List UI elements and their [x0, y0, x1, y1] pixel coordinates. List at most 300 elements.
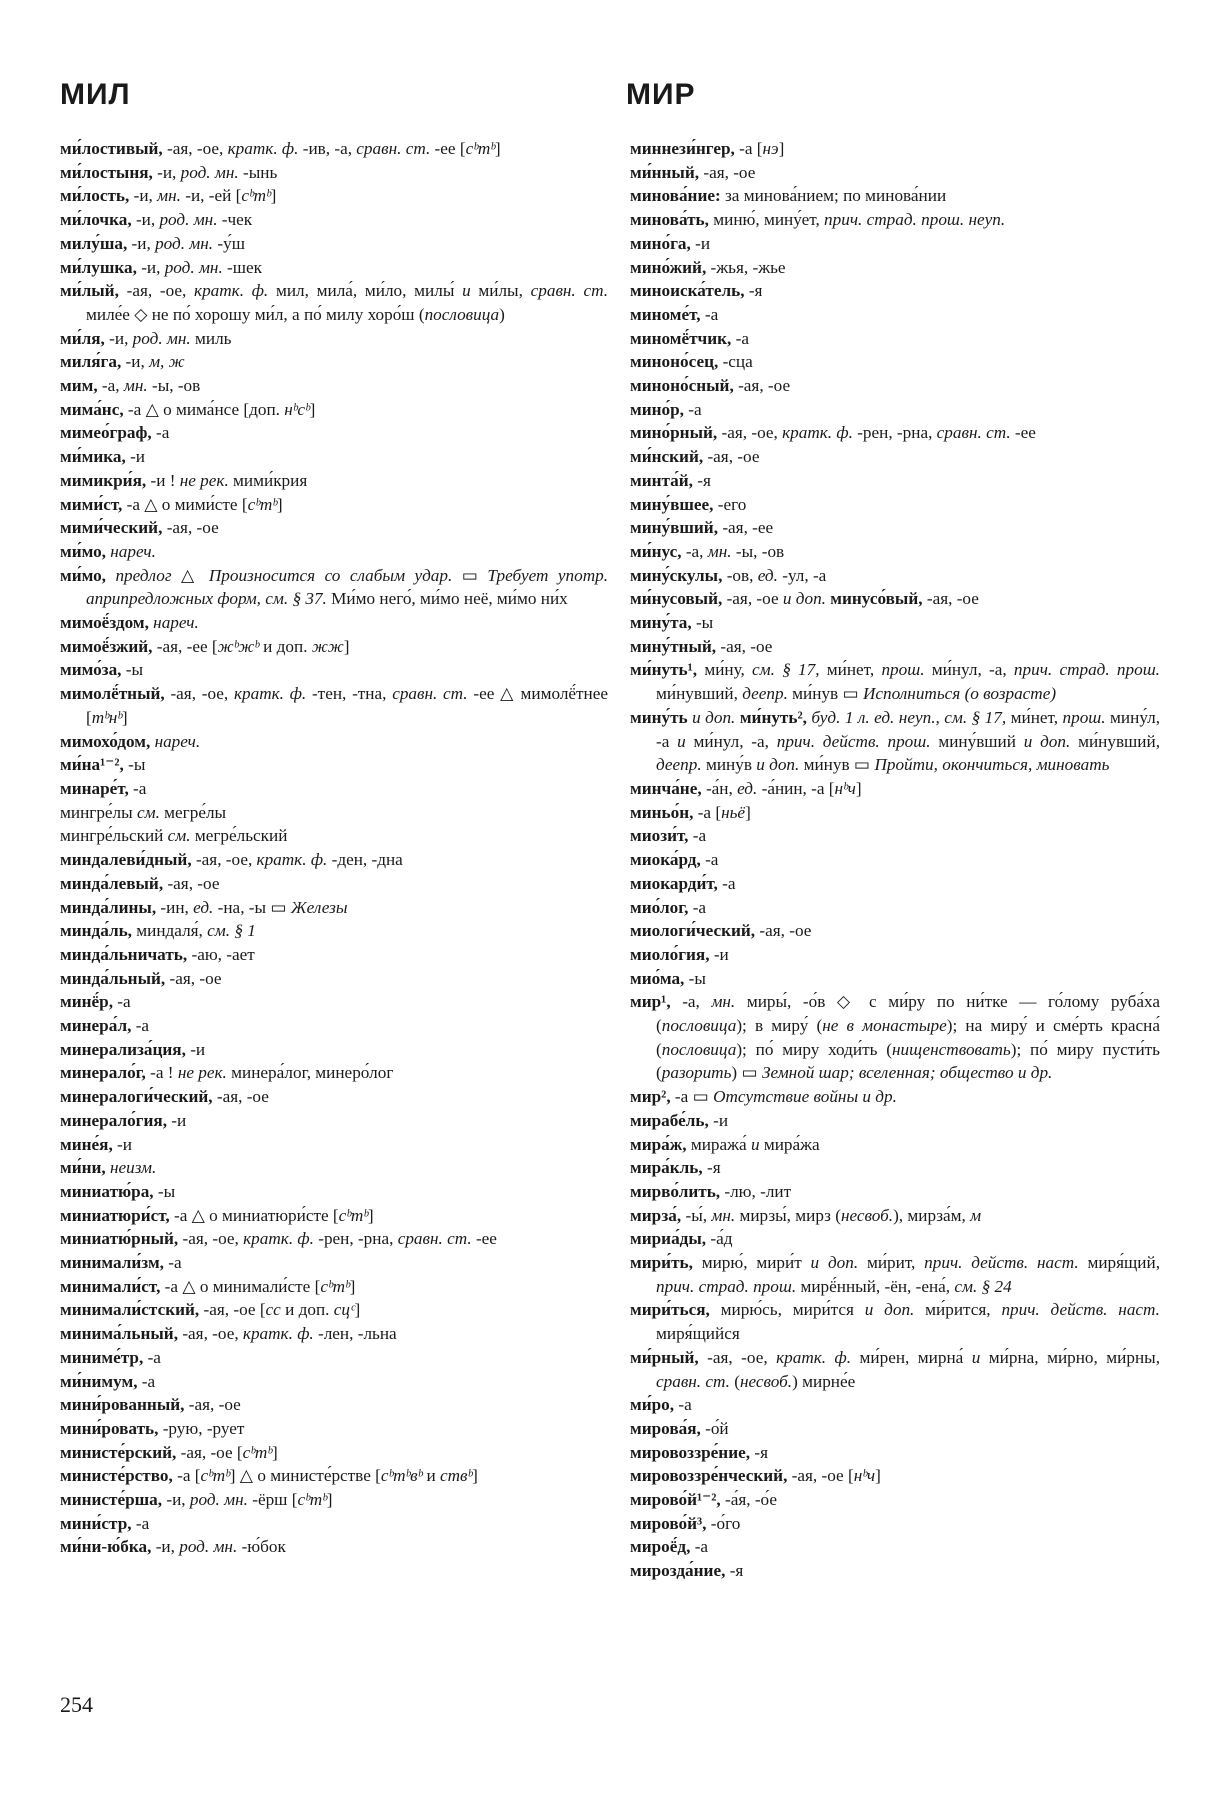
- headword: минима́льный,: [60, 1324, 179, 1344]
- grammar-note: не рек.: [177, 1063, 227, 1083]
- entry-text: -ы: [123, 755, 146, 775]
- grammar-note: несвоб.: [739, 1371, 793, 1391]
- entry-text: -я: [725, 1561, 744, 1581]
- entry-text: -ая, -ое,: [191, 850, 257, 870]
- grammar-note: сᵇтᵇ: [465, 139, 495, 158]
- dictionary-entry: [60, 161, 608, 185]
- entry-text: ]: [367, 1205, 374, 1225]
- dictionary-entry: [630, 1512, 1160, 1536]
- entry-text: -чек: [217, 210, 253, 230]
- entry-text: -ая, -ое,: [164, 684, 234, 704]
- headword: ми́нский,: [630, 447, 704, 467]
- dictionary-entry: [60, 1014, 608, 1038]
- grammar-note: сᵇтᵇ: [242, 1442, 272, 1462]
- headword: мину́скулы,: [630, 565, 723, 585]
- headword: ми́рный,: [630, 1347, 699, 1367]
- headword: минова́ние:: [630, 186, 721, 206]
- entry-text: ]: [121, 707, 128, 727]
- dictionary-entry: [60, 1441, 608, 1465]
- grammar-note: кратк. ф.: [776, 1347, 852, 1367]
- entry-text: -а: [700, 850, 719, 870]
- dictionary-entry: [60, 682, 608, 729]
- entry-text: ми́нет,: [819, 660, 882, 680]
- entry-text: -рую, -рует: [158, 1418, 245, 1438]
- grammar-note: Отсутствие войны и др.: [713, 1087, 897, 1107]
- grammar-note: буд. 1 л. ед. неуп., см. § 17,: [811, 707, 1007, 727]
- headword: мини́ровать,: [60, 1418, 159, 1438]
- entry-text: -и: [690, 233, 711, 253]
- entry-text: -о́го: [706, 1513, 741, 1533]
- dictionary-entry: [60, 872, 608, 896]
- entry-text: -и: [185, 1039, 206, 1059]
- headword: ми́мика,: [60, 447, 126, 467]
- entry-text: ми́нувший,: [1070, 731, 1160, 751]
- dictionary-entry: [630, 896, 1160, 920]
- entry-text: ]: [343, 636, 350, 656]
- dictionary-entry: [630, 1346, 1160, 1393]
- headword: ми́ни-ю́бка,: [60, 1537, 152, 1557]
- dictionary-entry: [630, 445, 1160, 469]
- dictionary-entry: [60, 967, 608, 991]
- dictionary-entry: [630, 919, 1160, 943]
- dictionary-entry: [60, 279, 608, 326]
- grammar-note: прич. действ. наст.: [1001, 1300, 1160, 1320]
- dictionary-entry: [630, 208, 1160, 232]
- dictionary-entry: [630, 469, 1160, 493]
- grammar-note: прич. страд. прош.: [656, 1276, 797, 1296]
- entry-text: -а: [688, 826, 707, 846]
- entry-text: мими́крия: [228, 470, 308, 490]
- dictionary-entry: [60, 516, 608, 540]
- entry-text: и доп.: [280, 1300, 334, 1320]
- entry-text: ]: [778, 139, 785, 158]
- entry-text: ми́рит,: [858, 1253, 925, 1273]
- entry-text: -а: [151, 423, 170, 443]
- headword: ми́нимум,: [60, 1371, 138, 1391]
- headword: минимали́стский,: [60, 1300, 200, 1320]
- headword: миниатю́рный,: [60, 1229, 179, 1249]
- entry-text: миря́щий,: [1078, 1253, 1160, 1273]
- dictionary-entry: [630, 635, 1160, 659]
- entry-text: миндаля́,: [131, 921, 208, 941]
- headword: миока́рд,: [630, 850, 701, 870]
- grammar-note: род. мн.: [159, 210, 218, 230]
- entry-text: -а: [717, 873, 736, 893]
- grammar-note: сравн. ст.: [356, 139, 431, 158]
- headword: мировоззре́нческий,: [630, 1466, 788, 1486]
- grammar-note: разорить: [661, 1063, 732, 1083]
- entry-text: -а: [128, 778, 147, 798]
- dictionary-entry: [630, 824, 1160, 848]
- entry-text: -ов,: [722, 565, 758, 585]
- dictionary-entry: [60, 1535, 608, 1559]
- grammar-note: ньё: [721, 802, 746, 822]
- entry-text: -ая, -ое: [184, 1395, 241, 1415]
- entry-text: мину́в: [701, 755, 757, 775]
- dictionary-entry: [60, 1204, 608, 1228]
- entry-text: миле́е ◇ не по́ хорошу ми́л, а по́ милу хоро́ш (: [86, 304, 425, 324]
- grammar-note: см. § 17,: [752, 660, 820, 680]
- headword: мини́рованный,: [60, 1395, 185, 1415]
- headword: мими́ческий,: [60, 518, 163, 538]
- entry-text: -ая, -ое: [703, 447, 760, 467]
- entry-text: миря́щийся: [656, 1324, 740, 1344]
- entry-text: и: [422, 1466, 441, 1486]
- headword: ми́лый,: [60, 281, 119, 301]
- dictionary-entry: [630, 279, 1160, 303]
- grammar-note: нареч.: [153, 613, 199, 633]
- entry-text: ]: [875, 1466, 881, 1486]
- entry-text: -ы, -ов: [731, 541, 785, 561]
- entry-text: -ее: [1010, 423, 1036, 443]
- entry-text: -ынь: [238, 162, 278, 182]
- dictionary-entry: [630, 1393, 1160, 1417]
- entry-text: -о́й: [700, 1418, 729, 1438]
- headword: мино́жий,: [630, 257, 707, 277]
- entry-text: -на, -ы ▭: [213, 897, 291, 917]
- dictionary-entry: [60, 801, 608, 825]
- headword: ми́лушка,: [60, 257, 137, 277]
- dictionary-entry: [630, 1109, 1160, 1133]
- grammar-note: см.: [167, 826, 191, 846]
- dictionary-entry: [60, 327, 608, 351]
- dictionary-entry: [630, 706, 1160, 777]
- headword: мино́р,: [630, 399, 684, 419]
- grammar-note: сравн. ст.: [656, 1371, 730, 1391]
- entry-text: мил, мила́, ми́ло, милы́: [268, 281, 463, 301]
- entry-text: -и: [709, 944, 729, 964]
- headword: ми́мо,: [60, 565, 106, 585]
- dictionary-entry: [60, 1133, 608, 1157]
- dictionary-entry: [630, 1464, 1160, 1488]
- entry-text: -и: [708, 1110, 729, 1130]
- grammar-note: деепр.: [656, 755, 702, 775]
- headword: мимохо́дом,: [60, 731, 151, 751]
- dictionary-entry: [60, 469, 608, 493]
- entry-text: мирзы́, мирз (: [735, 1205, 841, 1225]
- entry-text: -шек: [222, 257, 262, 277]
- entry-text: -а ▭: [670, 1087, 714, 1107]
- grammar-note: пословица: [661, 1016, 737, 1036]
- grammar-note: род. мн.: [189, 1490, 248, 1510]
- grammar-note: сцᶜ: [333, 1300, 355, 1320]
- entry-text: -ы: [684, 968, 706, 988]
- dictionary-entry: [60, 137, 608, 161]
- entry-text: -ая, -ое [: [176, 1442, 243, 1462]
- entry-text: -ая, -ое: [722, 589, 783, 609]
- headword: ми́лочка,: [60, 210, 132, 230]
- entry-text: мегре́льский: [190, 826, 288, 846]
- entry-text: -у́ш: [213, 233, 245, 253]
- entry-text: ми́рен, мирна́: [851, 1347, 972, 1367]
- headword: мири́ться,: [630, 1300, 710, 1320]
- entry-text: ми́лы,: [470, 281, 531, 301]
- dictionary-entry: [630, 516, 1160, 540]
- dictionary-entry: [630, 303, 1160, 327]
- entry-text: -ая, -ое: [163, 873, 220, 893]
- entry-text: ) мирне́е: [792, 1371, 856, 1391]
- headword: мио́ма,: [630, 968, 685, 988]
- entry-text: -и,: [104, 328, 133, 348]
- entry-text: -и,: [121, 352, 150, 372]
- entry-text: -а: [683, 399, 702, 419]
- grammar-note: сᵇтᵇ: [247, 494, 277, 514]
- entry-text: -а́н,: [701, 778, 738, 798]
- headword: миля́га,: [60, 352, 122, 372]
- entry-text: -и,: [127, 233, 156, 253]
- grammar-note: Железы: [290, 897, 348, 917]
- entry-text: ми́нул, -а,: [685, 731, 777, 751]
- entry-text: мирю́сь, мири́тся: [709, 1300, 865, 1320]
- headword: мину́та,: [630, 613, 692, 633]
- dictionary-entry: [60, 1275, 608, 1299]
- grammar-note: мн.: [711, 1205, 736, 1225]
- headword: мину́тный,: [630, 636, 717, 656]
- entry-text: -а △ о минимали́сте [: [160, 1276, 321, 1296]
- grammar-note: см. § 24: [954, 1276, 1012, 1296]
- entry-text: -а: [690, 1537, 709, 1557]
- entry-text: ), мирза́м,: [893, 1205, 971, 1225]
- entry-text: ]: [326, 1490, 333, 1510]
- dictionary-entry: [60, 232, 608, 256]
- entry-text: -ы: [121, 660, 144, 680]
- grammar-note: и: [750, 1134, 760, 1154]
- headword: мирово́й¹⁻²,: [630, 1490, 721, 1510]
- grammar-note: Земной шар; вселенная; общество и др.: [761, 1063, 1053, 1083]
- grammar-note: прич. страд. прош. неуп.: [824, 210, 1006, 230]
- headword: мимо́за,: [60, 660, 122, 680]
- entry-text: -рен, -рна,: [852, 423, 937, 443]
- entry-text: -ая, -ое,: [162, 139, 228, 158]
- headword: мировоззре́ние,: [630, 1442, 751, 1462]
- grammar-note: и доп.: [864, 1300, 915, 1320]
- headword: мириа́ды,: [630, 1229, 707, 1249]
- entry-text: -ая, -ое,: [698, 1347, 777, 1367]
- dictionary-entry: [60, 208, 608, 232]
- dictionary-entry: [630, 1298, 1160, 1345]
- page-number: 254: [60, 1692, 93, 1717]
- grammar-note: предлог △ Произносится со слабым удар. ▭ Требует употр. априпредложных форм, см. § 37.: [86, 565, 608, 609]
- dictionary-entry: [60, 1180, 608, 1204]
- headword: мимолё́тный,: [60, 684, 165, 704]
- grammar-note: сс: [265, 1300, 281, 1320]
- headword: мирза́,: [630, 1205, 682, 1225]
- entry-text: ми́нувший,: [656, 684, 743, 704]
- grammar-note: нареч.: [110, 541, 156, 561]
- entry-text: ]: [309, 399, 316, 419]
- entry-text: ми́ну,: [697, 660, 753, 680]
- entry-text: -ее: [471, 1229, 497, 1249]
- entry-text: -ы: [153, 1181, 176, 1201]
- headword: минта́й,: [630, 470, 693, 490]
- entry-text: -ее [: [430, 139, 466, 158]
- grammar-note: ед.: [737, 778, 758, 798]
- headword: миноно́сный,: [630, 376, 734, 396]
- headword: минимали́ст,: [60, 1276, 161, 1296]
- entry-text: -и,: [129, 186, 158, 206]
- entry-text: -ул, -а: [777, 565, 827, 585]
- grammar-note: сᵇтᵇвᵇ: [380, 1466, 423, 1486]
- entry-text: -ая, -ое [: [787, 1466, 854, 1486]
- grammar-note: прич. действ. наст.: [924, 1253, 1079, 1273]
- headword: мине́я,: [60, 1134, 113, 1154]
- entry-text: -ая, -ое [: [199, 1300, 266, 1320]
- dictionary-entry: [630, 327, 1160, 351]
- grammar-note: мн.: [711, 992, 736, 1012]
- headword: министе́рский,: [60, 1442, 177, 1462]
- grammar-note: род. мн.: [179, 1537, 238, 1557]
- entry-text: -ден, -дна: [327, 850, 403, 870]
- headword: ми́ни,: [60, 1158, 106, 1178]
- entry-text: -ая, -ее [: [152, 636, 218, 656]
- grammar-note: пословица: [424, 304, 500, 324]
- entry-text: ); по́ миру ходи́ть (: [736, 1039, 892, 1059]
- dictionary-entry: [60, 1393, 608, 1417]
- grammar-note: Пройти, окончиться, миновать: [874, 755, 1110, 775]
- grammar-note: кратк. ф.: [243, 1229, 314, 1249]
- grammar-note: тᵇнᵇ: [91, 707, 122, 727]
- entry-text: ми́нув ▭: [787, 684, 863, 704]
- entry-text: -жья, -жье: [706, 257, 786, 277]
- headword: мио́лог,: [630, 897, 689, 917]
- grammar-note: сᵇтᵇ: [338, 1205, 368, 1225]
- headword: ми́лостивый,: [60, 139, 163, 158]
- entry-text: Ми́мо него́, ми́мо неё, ми́мо ни́х: [326, 589, 568, 609]
- grammar-note: кратк. ф.: [194, 281, 269, 301]
- dictionary-entry: [630, 1441, 1160, 1465]
- entry-text: ) ▭: [731, 1063, 762, 1083]
- dictionary-entry: [630, 943, 1160, 967]
- headword: министе́рша,: [60, 1490, 163, 1510]
- dictionary-entry: [630, 1559, 1160, 1583]
- dictionary-entry: [60, 1464, 608, 1488]
- grammar-note: и доп.: [692, 707, 736, 727]
- entry-text: мингре́лы: [60, 802, 137, 822]
- entry-text: мирё́нный, -ён, -ена́,: [796, 1276, 955, 1296]
- dictionary-entry: [630, 398, 1160, 422]
- entry-text: -а [: [693, 802, 722, 822]
- headword: минаре́т,: [60, 778, 129, 798]
- headword: мира́кль,: [630, 1158, 703, 1178]
- headword: минусо́вый,: [830, 589, 923, 609]
- entry-text: -и: [167, 1110, 187, 1130]
- dictionary-entry: [60, 730, 608, 754]
- grammar-note: мн.: [707, 541, 732, 561]
- entry-text: -а [: [734, 139, 763, 158]
- entry-text: и доп.: [258, 636, 312, 656]
- headword: минё́р,: [60, 992, 113, 1012]
- headword: минда́левый,: [60, 873, 164, 893]
- headword: мима́нс,: [60, 399, 124, 419]
- headword: мино́рный,: [630, 423, 718, 443]
- entry-text: -а: [131, 1016, 150, 1036]
- dictionary-entry: [60, 1370, 608, 1394]
- entry-text: -и,: [131, 210, 160, 230]
- grammar-note: кратк. ф.: [227, 139, 299, 158]
- entry-text: -и !: [146, 470, 180, 490]
- dictionary-entry: [630, 1535, 1160, 1559]
- grammar-note: не рек.: [179, 470, 229, 490]
- dictionary-entry: [60, 753, 608, 777]
- entry-text: мину́л, -а: [656, 707, 1161, 751]
- dictionary-entry: [630, 777, 1160, 801]
- dictionary-entry: [60, 184, 608, 208]
- grammar-note: и доп.: [782, 589, 826, 609]
- running-head-left: МИЛ: [60, 78, 131, 111]
- headword: мирво́лить,: [630, 1181, 721, 1201]
- headword: мир²,: [630, 1087, 671, 1107]
- headword: миози́т,: [630, 826, 689, 846]
- headword: мирабе́ль,: [630, 1110, 709, 1130]
- entry-text: -а: [731, 328, 750, 348]
- entry-text: -и, -ей [: [180, 186, 242, 206]
- dictionary-entry: [60, 1512, 608, 1536]
- grammar-note: и: [677, 731, 686, 751]
- grammar-note: нэ: [762, 139, 779, 158]
- grammar-note: и: [462, 281, 471, 301]
- entry-text: ); в миру́ (: [736, 1016, 823, 1036]
- entry-text: ] △ о министе́рстве [: [229, 1466, 381, 1486]
- headword: мим,: [60, 376, 98, 396]
- entry-text: -ая, -ое: [212, 1087, 269, 1107]
- headword: минда́льный,: [60, 968, 166, 988]
- dictionary-entry: [60, 896, 608, 920]
- entry-text: -ая, -ое,: [717, 423, 783, 443]
- entry-text: -ин,: [156, 897, 194, 917]
- entry-text: ); по́ миру пусти́ть (: [656, 1039, 1160, 1083]
- entry-text: -а́я, -о́е: [720, 1490, 777, 1510]
- entry-text: -а △ о мими́сте [: [122, 494, 248, 514]
- dictionary-entry: [60, 540, 608, 564]
- entry-text: -а,: [670, 992, 712, 1012]
- entry-text: ми́рна, ми́рно, ми́рны,: [980, 1347, 1160, 1367]
- entry-text: ]: [494, 139, 501, 158]
- dictionary-entry: [60, 777, 608, 801]
- entry-text: -ёрш [: [247, 1490, 298, 1510]
- entry-text: -ая, -ое: [699, 162, 756, 182]
- dictionary-entry: [630, 611, 1160, 635]
- entry-text: -я: [692, 470, 711, 490]
- entry-text: миню́, мину́ет,: [708, 210, 825, 230]
- dictionary-entry: [60, 1109, 608, 1133]
- grammar-note: и доп.: [756, 755, 800, 775]
- headword: ми́лостыня,: [60, 162, 153, 182]
- entry-text: ]: [270, 186, 277, 206]
- dictionary-entry: [630, 1251, 1160, 1298]
- headword: ми́нуть¹,: [630, 660, 698, 680]
- headword: миноиска́тель,: [630, 281, 745, 301]
- headword: ми́нуть²,: [739, 707, 807, 727]
- grammar-note: сравн. ст.: [530, 281, 608, 301]
- headword: миноме́т,: [630, 304, 701, 324]
- headword: минералоги́ческий,: [60, 1087, 213, 1107]
- entry-text: -я: [750, 1442, 768, 1462]
- dictionary-entry: [630, 374, 1160, 398]
- headword: миномё́тчик,: [630, 328, 732, 348]
- headword: миндалеви́дный,: [60, 850, 192, 870]
- headword: мирозда́ние,: [630, 1561, 726, 1581]
- entry-text: -рен, -рна,: [313, 1229, 398, 1249]
- headword: министе́рство,: [60, 1466, 173, 1486]
- entry-text: -и,: [162, 1490, 190, 1510]
- entry-text: ]: [354, 1300, 361, 1320]
- grammar-note: сᵇтᵇ: [200, 1466, 230, 1486]
- headword: ми́ля,: [60, 328, 105, 348]
- entry-text: -ы́,: [681, 1205, 712, 1225]
- grammar-note: и: [971, 1347, 981, 1367]
- grammar-note: сᵇтᵇ: [297, 1490, 327, 1510]
- headword: ми́нусовый,: [630, 589, 723, 609]
